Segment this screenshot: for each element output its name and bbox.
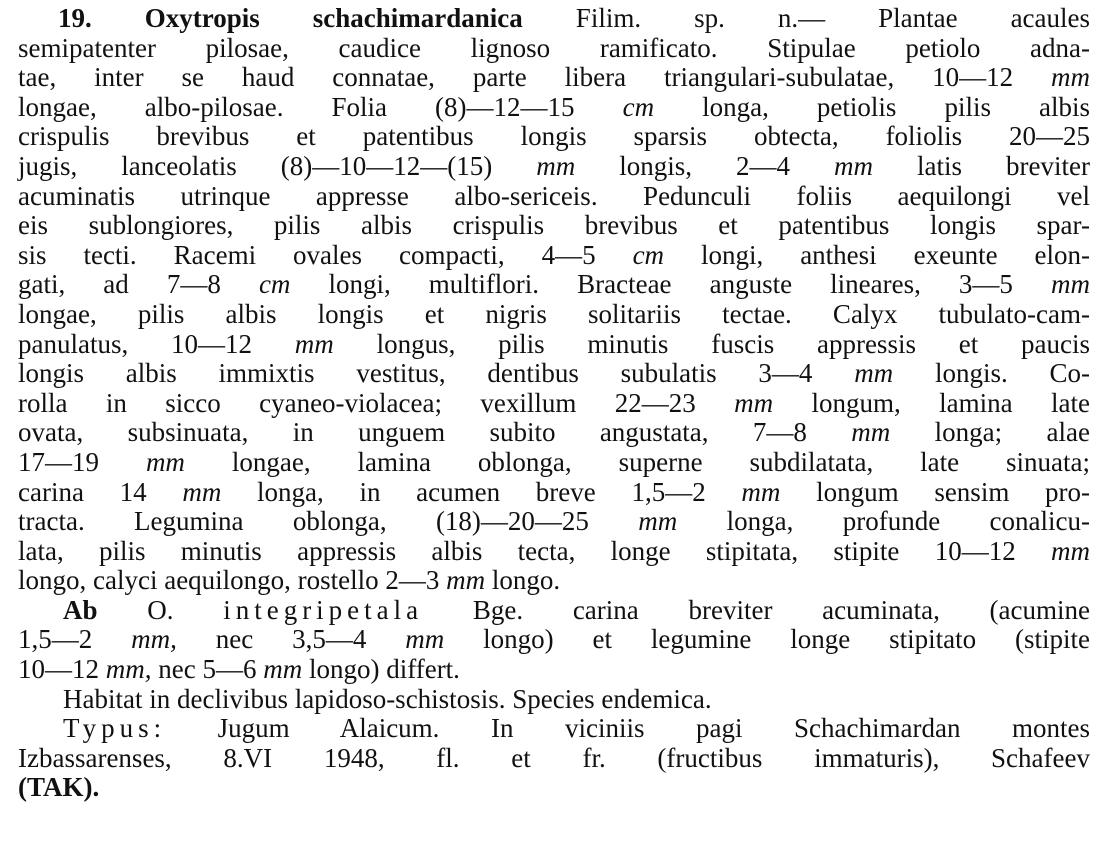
text-segment: gati, ad 7—8 <box>18 269 259 300</box>
text-segment: sis tecti. Racemi ovales compacti, 4—5 <box>18 239 633 270</box>
text-segment: nec 3,5—4 <box>176 624 406 655</box>
text-segment: longae, pilis albis longis et nigris solitariis tectae. Calyx tubulato-cam- <box>18 298 1090 329</box>
text-line <box>18 330 1090 360</box>
italic-unit: mm <box>734 387 774 418</box>
text-line <box>18 537 1090 567</box>
text-line <box>18 478 1090 508</box>
text-segment: longa, in acumen breve 1,5—2 <box>221 476 742 507</box>
text-segment: rolla in sicco cyaneo-violacea; vexillum 22—23 <box>18 387 735 418</box>
italic-unit: mm <box>834 150 874 181</box>
italic-unit: mm <box>536 150 576 181</box>
text-segment: longum sensim pro- <box>780 476 1090 507</box>
text-segment: longo) differt. <box>302 654 460 685</box>
text-line <box>18 300 1090 330</box>
italic-unit: cm <box>622 91 655 122</box>
text-segment: longa, profunde conalicu- <box>677 506 1090 537</box>
text-line <box>18 773 1090 803</box>
text-line <box>18 270 1090 300</box>
text-segment: crispulis brevibus et patentibus longis sparsis obtecta, foliolis 20—25 <box>18 121 1090 152</box>
text-segment: 17—19 <box>18 446 146 477</box>
italic-unit: mm <box>405 624 445 655</box>
text-line <box>18 448 1090 478</box>
text-line <box>18 241 1090 271</box>
text-line <box>18 63 1090 93</box>
text-segment: longis. Co- <box>893 358 1090 389</box>
text-line <box>18 655 1090 685</box>
bold-text: (TAK). <box>18 772 100 803</box>
text-line <box>18 625 1090 655</box>
text-segment: 1,5—2 <box>18 624 132 655</box>
text-segment: longum, lamina late <box>773 387 1090 418</box>
italic-unit: mm <box>182 476 222 507</box>
italic-unit: mm, <box>105 654 152 685</box>
text-segment: longa, petiolis pilis albis <box>654 91 1090 122</box>
text-line <box>18 93 1090 123</box>
text-segment: jugis, lanceolatis (8)—10—12—(15) <box>18 150 537 181</box>
text-segment: nec 5—6 <box>151 654 264 685</box>
text-segment: longi, anthesi exeunte elon- <box>664 239 1090 270</box>
italic-unit: mm <box>851 417 891 448</box>
spaced-text: integripetala <box>223 594 424 625</box>
text-segment: Bge. carina breviter acuminata, (acumine <box>423 594 1090 625</box>
text-segment: longis, 2—4 <box>575 150 835 181</box>
text-segment: 10—12 <box>18 654 106 685</box>
text-line <box>18 182 1090 212</box>
text-segment: Jugum Alaicum. In viciniis pagi Schachimardan montes <box>166 713 1090 744</box>
text-segment: longi, multiflori. Bracteae anguste lineares, 3—5 <box>290 269 1051 300</box>
italic-unit: mm <box>145 446 185 477</box>
italic-unit: mm <box>741 476 781 507</box>
text-line <box>18 685 1090 715</box>
text-segment: longo) et legumine longe stipitato (stipite <box>444 624 1090 655</box>
text-segment: longa; alae <box>890 417 1090 448</box>
text-segment: Izbassarenses, 8.VI 1948, fl. et fr. (fructibus immaturis), Schafeev <box>18 742 1090 773</box>
text-line <box>18 744 1090 774</box>
text-segment: longae, albo-pilosae. Folia (8)—12—15 <box>18 91 623 122</box>
bold-text: Ab <box>63 594 148 625</box>
text-segment: longo. <box>485 565 561 596</box>
italic-unit: mm <box>294 328 334 359</box>
species-description <box>18 4 1090 803</box>
text-segment: longo, calyci aequilongo, rostello 2—3 <box>18 565 447 596</box>
text-line <box>18 418 1090 448</box>
text-segment: O. <box>147 594 224 625</box>
text-line <box>18 4 1090 34</box>
text-line <box>18 152 1090 182</box>
text-segment: lata, pilis minutis appressis albis tecta, longe stipitata, stipite 10—12 <box>18 535 1051 566</box>
text-segment: longae, lamina oblonga, superne subdilatata, late sinuata; <box>184 446 1091 477</box>
text-segment: Habitat in declivibus lapidoso-schistosis. Species endemica. <box>63 683 712 714</box>
bold-text: 19. <box>58 3 145 33</box>
text-segment: longus, pilis minutis fuscis appressis et paucis <box>333 328 1090 359</box>
italic-unit: mm <box>854 358 894 389</box>
text-segment: eis sublongiores, pilis albis crispulis brevibus et patentibus longis spar- <box>18 210 1090 241</box>
text-line <box>18 122 1090 152</box>
italic-unit: mm <box>1051 535 1090 566</box>
text-segment: panulatus, 10—12 <box>18 328 295 359</box>
text-segment: tracta. Legumina oblonga, (18)—20—25 <box>18 506 639 537</box>
text-line <box>18 359 1090 389</box>
text-segment: longis albis immixtis vestitus, dentibus subulatis 3—4 <box>18 358 855 389</box>
italic-unit: mm, <box>131 624 177 655</box>
text-segment: acuminatis utrinque appresse albo-sericeis. Pedunculi foliis aequilongi vel <box>18 180 1090 211</box>
text-line <box>18 34 1090 64</box>
italic-unit: mm <box>638 506 678 537</box>
italic-unit: mm <box>1051 62 1090 93</box>
text-line <box>18 596 1090 626</box>
italic-unit: cm <box>632 239 665 270</box>
bold-text: Oxytropis schachimardanica <box>144 3 523 33</box>
text-line <box>18 507 1090 537</box>
text-segment: latis breviter <box>873 150 1090 181</box>
text-segment: Filim. sp. n.— Plantae acaules <box>522 3 1091 33</box>
text-line <box>18 211 1090 241</box>
italic-unit: cm <box>258 269 291 300</box>
spaced-text: Typus: <box>63 713 167 744</box>
text-segment: carina 14 <box>18 476 183 507</box>
italic-unit: mm <box>263 654 303 685</box>
text-line <box>18 714 1090 744</box>
text-line <box>18 566 1090 596</box>
text-segment: tae, inter se haud connatae, parte libera triangulari-subulatae, 10—12 <box>18 62 1051 93</box>
text-segment: ovata, subsinuata, in unguem subito angustata, 7—8 <box>18 417 852 448</box>
text-line <box>18 389 1090 419</box>
italic-unit: mm <box>1051 269 1090 300</box>
italic-unit: mm <box>446 565 486 596</box>
text-segment: semipatenter pilosae, caudice lignoso ramificato. Stipulae petiolo adna- <box>18 32 1090 63</box>
